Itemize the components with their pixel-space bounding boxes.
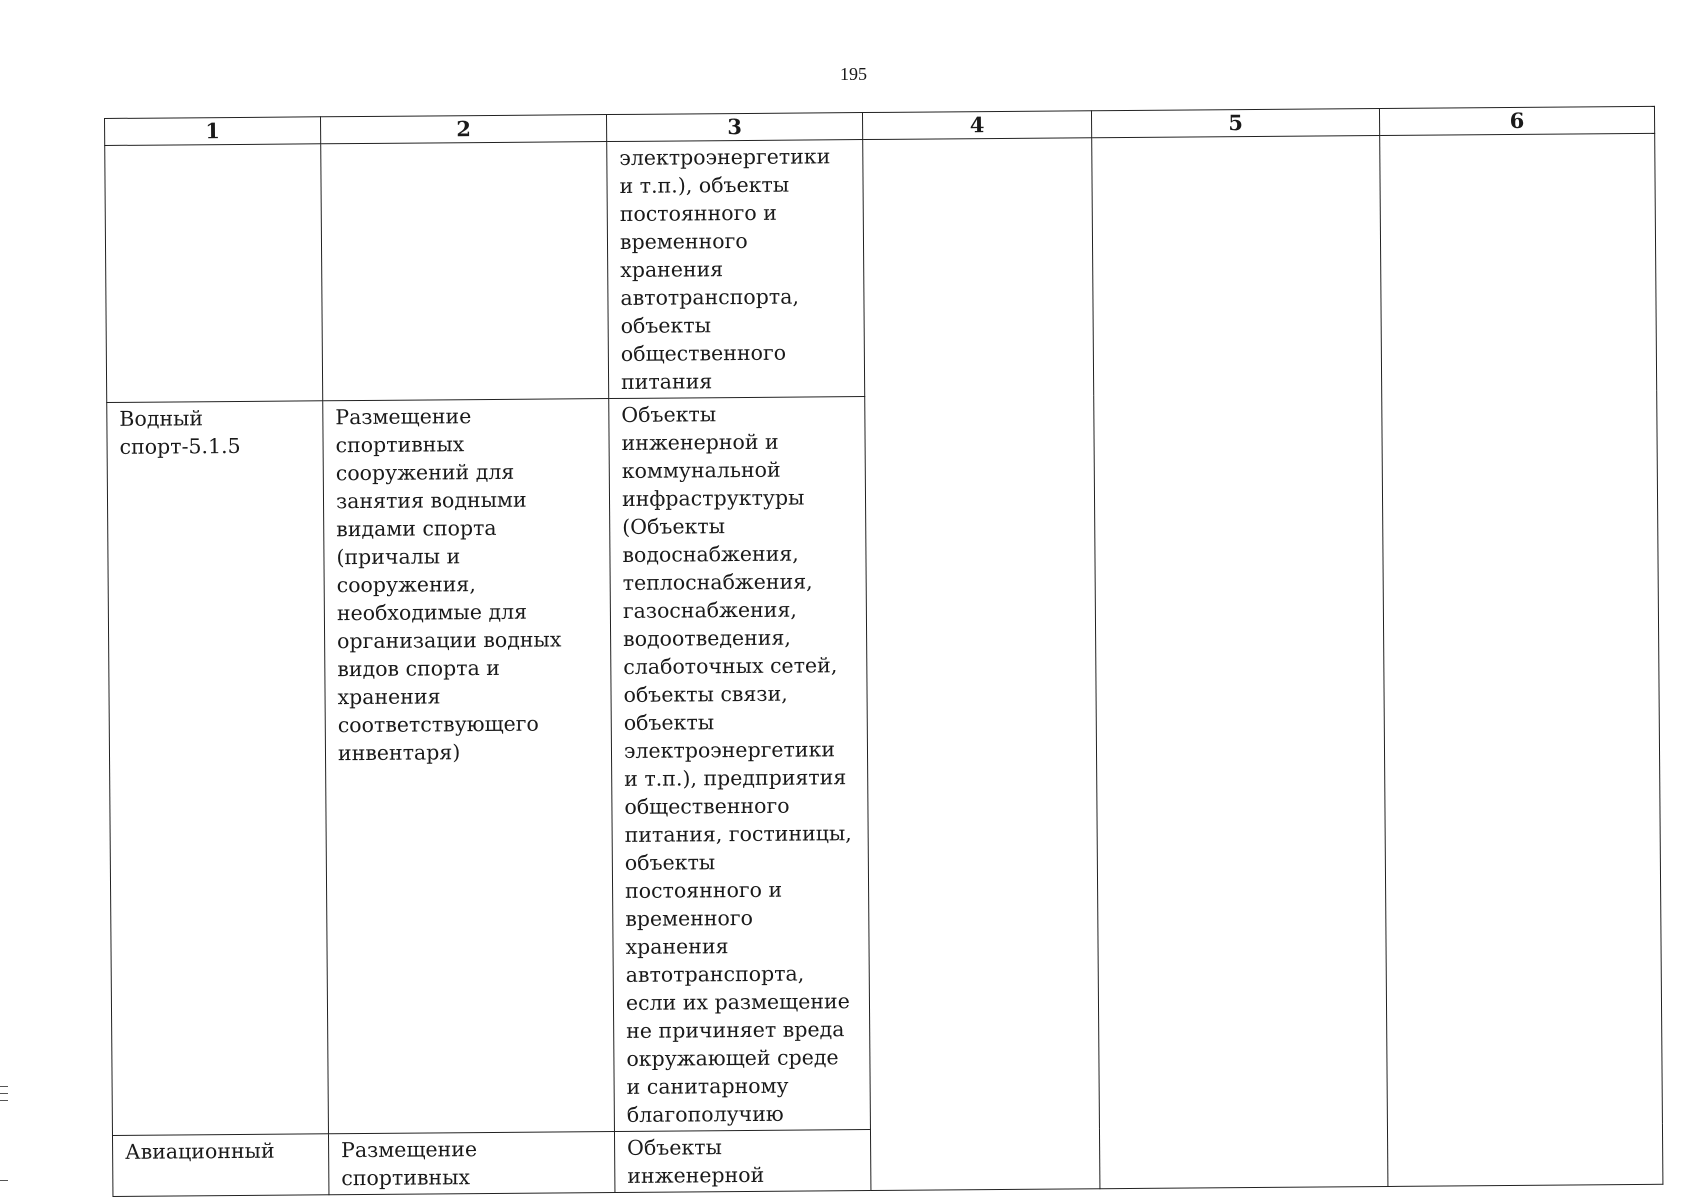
cell-use-type: Авиационный — [112, 1134, 328, 1197]
cell-allowed-objects: Объекты инженерной и коммунальной инфраструктуры (Объекты водоснабжения, теплоснабжения, газоснабжения, водоотведения, слаботочных сетей, объекты связи, объекты электроэнергетики и т.п.), предприятия общественного питания, гостиницы, объекты постоянного и временного хранения автотранспорта, если их размещение не причиняет вреда окружающей среде и санитарному благополучию — [609, 397, 871, 1132]
cell-col4-empty — [863, 138, 1100, 1191]
cell-allowed-objects: электроэнергетики и т.п.), объекты постоянного и временного хранения автотранспорта, объекты общественного питания — [607, 140, 865, 399]
cell-allowed-objects: Объекты инженерной — [614, 1130, 870, 1193]
scan-margin-mark — [0, 1086, 8, 1087]
cell-col5-empty — [1092, 135, 1388, 1188]
cell-use-type: Водный спорт-5.1.5 — [107, 401, 329, 1136]
column-header-3: 3 — [606, 113, 862, 142]
cell-col6-empty — [1380, 133, 1663, 1186]
table-row — [105, 133, 1657, 402]
cell-use-type — [105, 144, 323, 403]
cell-description — [321, 142, 609, 401]
column-header-6: 6 — [1379, 106, 1654, 135]
cell-description: Размещение спортивных сооружений для занятия водными видами спорта (причалы и сооружения, необходимые для организации водных видов спорта и хранения соответствующего инвентаря) — [323, 399, 615, 1134]
column-header-5: 5 — [1091, 108, 1379, 137]
page-number: 195 — [840, 64, 867, 84]
scan-margin-mark — [0, 1093, 8, 1094]
cell-description: Размещение спортивных — [328, 1132, 614, 1195]
land-use-table — [104, 106, 1663, 1197]
scan-margin-mark — [0, 1100, 8, 1101]
column-header-1: 1 — [105, 117, 321, 146]
scan-margin-mark — [0, 1180, 8, 1181]
column-header-4: 4 — [862, 111, 1091, 140]
column-header-2: 2 — [320, 115, 606, 144]
